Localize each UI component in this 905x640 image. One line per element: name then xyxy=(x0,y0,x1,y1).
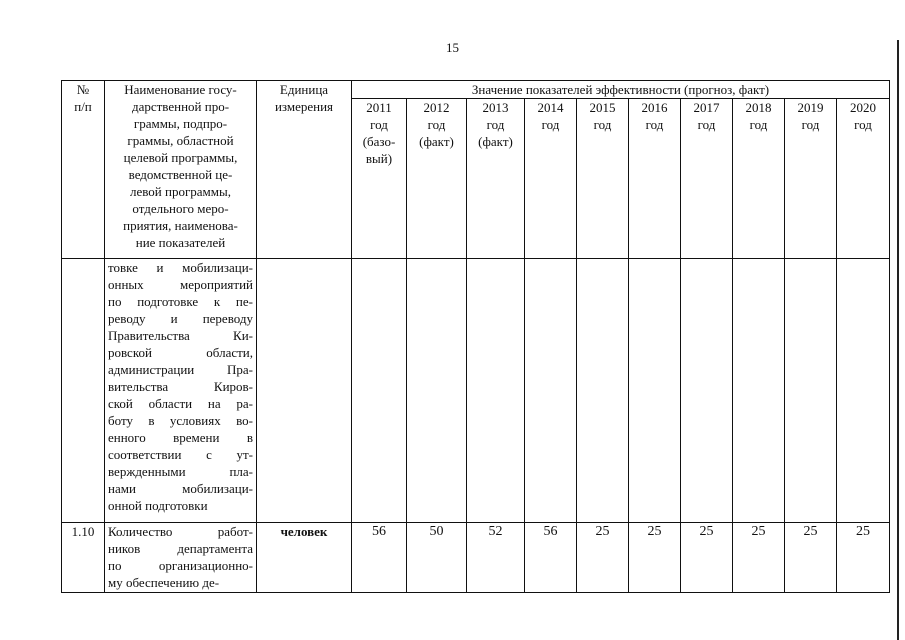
page-number: 15 xyxy=(446,40,459,55)
text-line: по подготовке к пе- xyxy=(108,294,253,309)
value-cell: 25 xyxy=(785,523,837,593)
indicator-name xyxy=(105,523,257,593)
header-year-2016 xyxy=(629,99,681,259)
value-cell xyxy=(681,259,733,523)
text-line: реводу и переводу xyxy=(108,311,253,326)
unit-of-measure xyxy=(257,259,352,523)
text-line: ровской области, xyxy=(108,345,253,360)
header-indicator-group: Значение показателей эффективности (прогноз, факт) xyxy=(352,81,890,99)
indicator-name xyxy=(105,259,257,523)
text-line: ской области на ра- xyxy=(108,396,253,411)
header-name xyxy=(105,81,257,259)
header-unit xyxy=(257,81,352,259)
text-line: год xyxy=(645,117,664,132)
text-line: 2020 xyxy=(850,100,876,115)
text-line: (факт) xyxy=(478,134,513,149)
text-line: № xyxy=(76,82,90,97)
text-line: администрации Пра- xyxy=(108,362,253,377)
text-line: граммы, областной xyxy=(127,133,234,148)
text-line: 2012 xyxy=(423,100,450,115)
text-line: 2015 xyxy=(589,100,616,115)
value-cell xyxy=(733,259,785,523)
row-number xyxy=(62,259,105,523)
text-line: вержденными пла- xyxy=(108,464,253,479)
text-line: год xyxy=(427,117,446,132)
table-row xyxy=(62,259,890,523)
value-cell xyxy=(525,259,577,523)
value-cell xyxy=(577,259,629,523)
text-line: год xyxy=(854,117,872,132)
text-line: по организационно- xyxy=(108,558,253,573)
text-line: 2019 xyxy=(797,100,824,115)
value-cell: 25 xyxy=(733,523,785,593)
text-line: енного времени в xyxy=(108,430,253,445)
text-line: год xyxy=(593,117,612,132)
text-line: (базо- xyxy=(362,134,396,149)
value-cell xyxy=(352,259,407,523)
value-cell: 56 xyxy=(525,523,577,593)
header-year-2014 xyxy=(525,99,577,259)
text-line: левой программы, xyxy=(129,184,231,199)
text-line: год xyxy=(801,117,820,132)
text-line: 2011 xyxy=(366,100,392,115)
text-line: год xyxy=(541,117,560,132)
value-cell: 50 xyxy=(407,523,467,593)
text-line: год xyxy=(486,117,505,132)
text-line: вительства Киров- xyxy=(108,379,253,394)
header-year-2019 xyxy=(785,99,837,259)
value-cell: 25 xyxy=(681,523,733,593)
text-line: нами мобилизаци- xyxy=(108,481,253,496)
text-line: 2014 xyxy=(537,100,564,115)
header-year-2013 xyxy=(467,99,525,259)
header-year-2015 xyxy=(577,99,629,259)
row-number: 1.10 xyxy=(62,523,105,593)
text-line: товке и мобилизаци- xyxy=(108,260,253,275)
text-line: Единица xyxy=(279,82,329,97)
text-line: граммы, подпро- xyxy=(133,116,228,131)
header-row-1 xyxy=(62,81,890,99)
text-line: му обеспечению де- xyxy=(108,575,220,590)
value-cell xyxy=(407,259,467,523)
header-year-2011 xyxy=(352,99,407,259)
value-cell: 56 xyxy=(352,523,407,593)
value-cell: 25 xyxy=(629,523,681,593)
text-line: измерения xyxy=(274,99,334,114)
header-year-2020 xyxy=(837,99,890,259)
table-row xyxy=(62,523,890,593)
text-line: 2017 xyxy=(693,100,720,115)
text-line: онных мероприятий xyxy=(108,277,253,292)
indicators-table xyxy=(61,80,890,593)
value-cell: 25 xyxy=(577,523,629,593)
text-line: онной подготовки xyxy=(108,498,208,513)
text-line: 2018 xyxy=(745,100,772,115)
text-line: (факт) xyxy=(419,134,454,149)
text-line: отдельного меро- xyxy=(132,201,229,216)
value-cell xyxy=(629,259,681,523)
text-line: ние показателей xyxy=(135,235,226,250)
text-line: п/п xyxy=(74,99,92,114)
value-cell: 52 xyxy=(467,523,525,593)
text-line: приятия, наименова- xyxy=(123,218,238,233)
text-line: год xyxy=(370,117,388,132)
header-num xyxy=(62,81,105,259)
text-line: 2013 xyxy=(482,100,509,115)
text-line: год xyxy=(697,117,716,132)
value-cell: 25 xyxy=(837,523,890,593)
text-line: целевой программы, xyxy=(123,150,238,165)
header-year-2012 xyxy=(407,99,467,259)
header-year-2018 xyxy=(733,99,785,259)
page-edge-rule xyxy=(897,40,899,640)
header-year-2017 xyxy=(681,99,733,259)
value-cell xyxy=(467,259,525,523)
text-line: Количество работ- xyxy=(108,524,253,539)
text-line: боту в условиях во- xyxy=(108,413,253,428)
text-line: соответствии с ут- xyxy=(108,447,253,462)
value-cell xyxy=(785,259,837,523)
value-cell xyxy=(837,259,890,523)
text-line: 2016 xyxy=(641,100,668,115)
text-line: вый) xyxy=(365,151,393,166)
text-line: ников департамента xyxy=(108,541,253,556)
text-line: Правительства Ки- xyxy=(108,328,253,343)
text-line: Наименование госу- xyxy=(124,82,237,97)
text-line: год xyxy=(749,117,768,132)
unit-of-measure: человек xyxy=(257,523,352,593)
text-line: ведомственной це- xyxy=(128,167,233,182)
text-line: дарственной про- xyxy=(131,99,230,114)
